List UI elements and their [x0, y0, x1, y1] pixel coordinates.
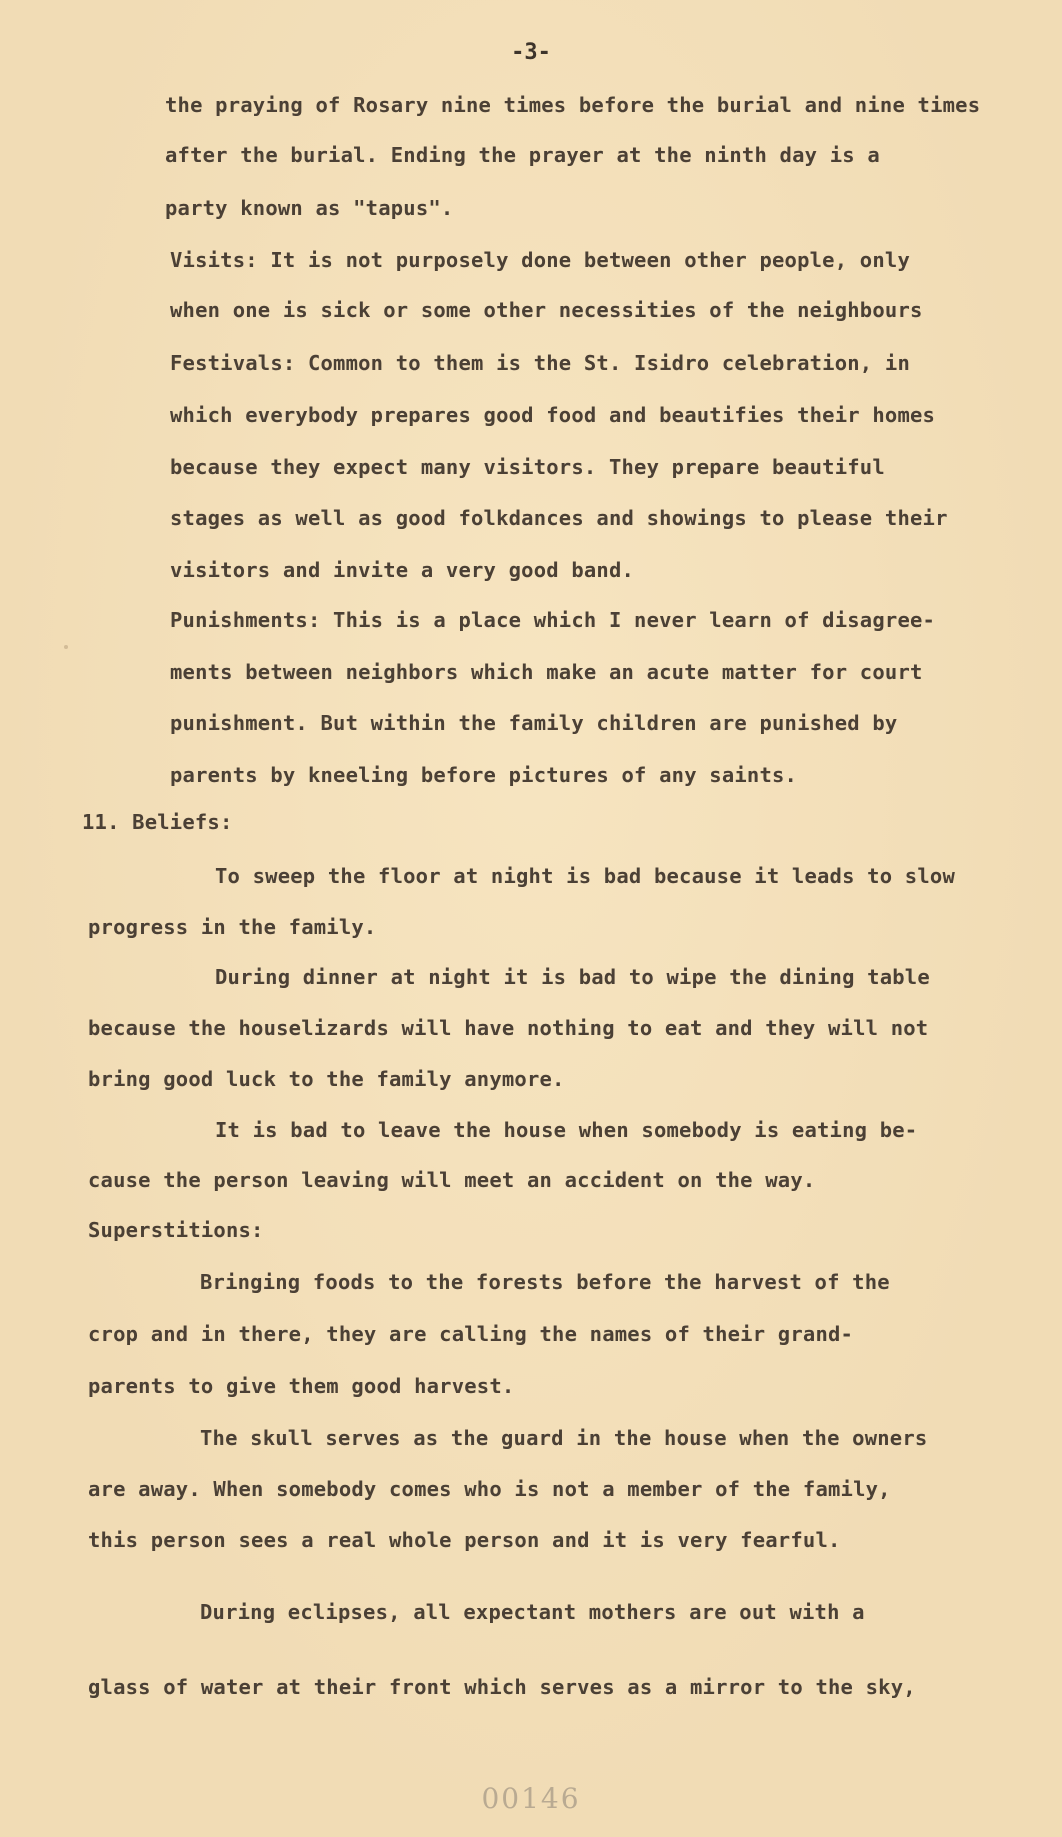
- text-line: bring good luck to the family anymore.: [88, 1067, 565, 1091]
- text-line: because they expect many visitors. They prepare beautiful: [170, 455, 885, 479]
- text-line: It is bad to leave the house when somebody is eating be-: [215, 1118, 918, 1142]
- text-line: progress in the family.: [88, 915, 377, 939]
- text-line: party known as "tapus".: [165, 196, 454, 220]
- section-punishments: Punishments: This is a place which I never learn of disagree-: [170, 608, 936, 632]
- text-line: this person sees a real whole person and it is very fearful.: [88, 1528, 841, 1552]
- section-festivals: Festivals: Common to them is the St. Isidro celebration, in: [170, 351, 910, 375]
- text-line: parents to give them good harvest.: [88, 1374, 515, 1398]
- text-line: the praying of Rosary nine times before the burial and nine times: [165, 93, 981, 117]
- archive-stamp-number: 00146: [481, 1782, 581, 1815]
- page-number: -3-: [511, 40, 551, 65]
- text-line: when one is sick or some other necessities of the neighbours: [170, 298, 923, 322]
- ink-speck: [64, 645, 68, 649]
- text-line: which everybody prepares good food and beautifies their homes: [170, 403, 936, 427]
- text-line: During dinner at night it is bad to wipe the dining table: [215, 965, 930, 989]
- text-line: cause the person leaving will meet an accident on the way.: [88, 1168, 816, 1192]
- text-line: ments between neighbors which make an acute matter for court: [170, 660, 923, 684]
- text-line: after the burial. Ending the prayer at the ninth day is a: [165, 143, 880, 167]
- text-line: punishment. But within the family children are punished by: [170, 711, 898, 735]
- text-line: parents by kneeling before pictures of any saints.: [170, 763, 798, 787]
- text-line: visitors and invite a very good band.: [170, 558, 635, 582]
- text-line: because the houselizards will have nothing to eat and they will not: [88, 1016, 929, 1040]
- section-visits: Visits: It is not purposely done between other people, only: [170, 248, 910, 272]
- text-line: The skull serves as the guard in the house when the owners: [200, 1426, 928, 1450]
- text-line: are away. When somebody comes who is not a member of the family,: [88, 1477, 891, 1501]
- section-superstitions-heading: Superstitions:: [88, 1218, 264, 1242]
- text-line: Bringing foods to the forests before the harvest of the: [200, 1270, 890, 1294]
- text-line: During eclipses, all expectant mothers are out with a: [200, 1600, 865, 1624]
- text-line: crop and in there, they are calling the names of their grand-: [88, 1322, 854, 1346]
- section-beliefs-heading: 11. Beliefs:: [82, 810, 233, 834]
- text-line: To sweep the floor at night is bad because it leads to slow: [215, 864, 955, 888]
- text-line: stages as well as good folkdances and showings to please their: [170, 506, 948, 530]
- text-line: glass of water at their front which serves as a mirror to the sky,: [88, 1675, 916, 1699]
